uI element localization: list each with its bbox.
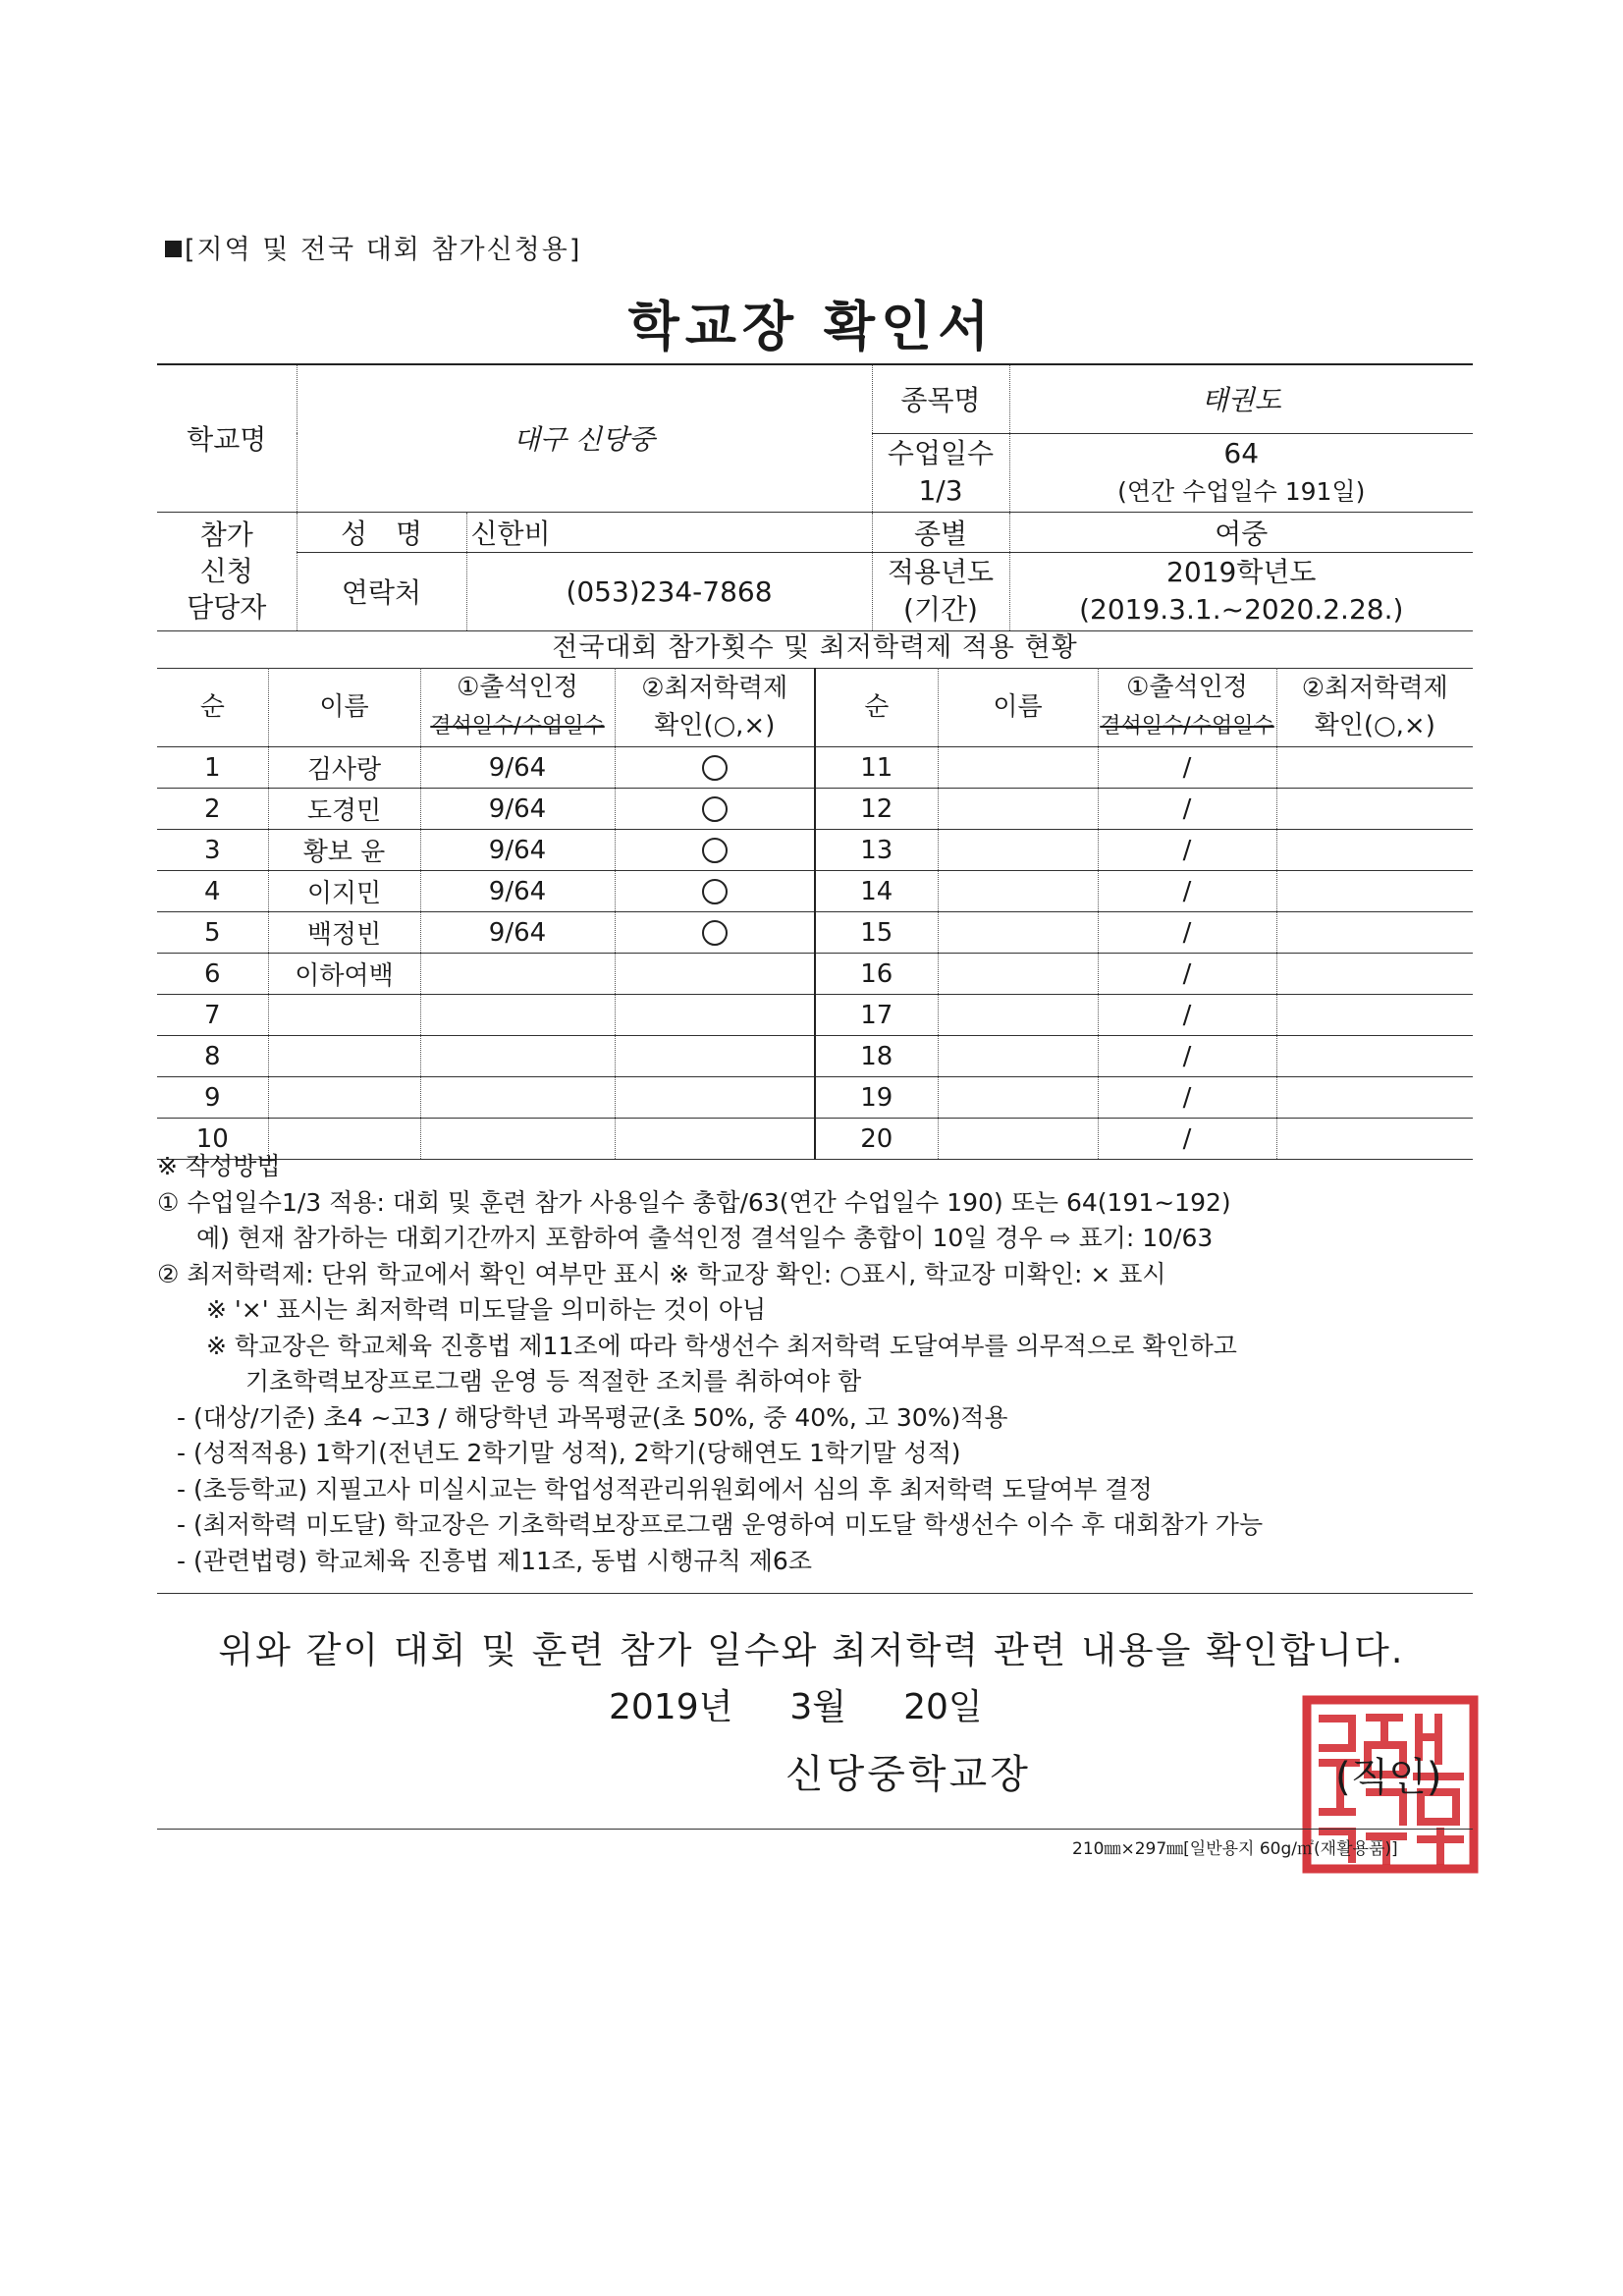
date-day: 20일: [903, 1687, 983, 1727]
row-attendance: 9/64: [420, 830, 615, 871]
row-num: 6: [157, 954, 268, 995]
header-min-score: ②최저학력제 확인(○,×): [1276, 668, 1473, 747]
event-value: 태권도: [1009, 364, 1473, 433]
row-num: 16: [815, 954, 938, 995]
section-title: 전국대회 참가횟수 및 최저학력제 적용 현황: [157, 629, 1473, 669]
table-row: [157, 830, 1473, 871]
circle-mark-icon: [702, 838, 728, 863]
row-name: [938, 871, 1098, 912]
row-name: [268, 1077, 420, 1119]
days-value: 64 (연간 수업일수 191일): [1009, 433, 1473, 512]
date-month: 3월: [789, 1687, 847, 1727]
form-type-tag: [지역 및 전국 대회 참가신청용]: [165, 228, 581, 266]
header-num: 순: [157, 668, 268, 747]
table-row: [157, 954, 1473, 995]
year-label: 적용년도 (기간): [872, 552, 1009, 630]
row-num: 14: [815, 871, 938, 912]
row-num: 12: [815, 789, 938, 830]
school-label: 학교명: [157, 364, 297, 512]
row-min-score: [615, 995, 815, 1036]
row-min-score: [1276, 747, 1473, 789]
row-num: 8: [157, 1036, 268, 1077]
row-name: 백정빈: [268, 912, 420, 954]
row-num: 5: [157, 912, 268, 954]
row-name: [268, 995, 420, 1036]
row-num: 9: [157, 1077, 268, 1119]
table-row: [157, 1077, 1473, 1119]
row-min-score: [615, 747, 815, 789]
name-value: 신한비: [466, 512, 872, 552]
row-attendance: /: [1098, 954, 1276, 995]
writing-instructions: [157, 1149, 1473, 1579]
row-num: 2: [157, 789, 268, 830]
row-min-score: [615, 871, 815, 912]
table-row: [157, 995, 1473, 1036]
school-value: 대구 신당중: [297, 364, 872, 512]
date-year: 2019년: [609, 1687, 733, 1727]
row-min-score: [615, 1036, 815, 1077]
row-min-score: [1276, 830, 1473, 871]
table-row: [157, 871, 1473, 912]
row-attendance: [420, 1077, 615, 1119]
row-name: 이하여백: [268, 954, 420, 995]
table-row: [157, 912, 1473, 954]
row-min-score: [1276, 789, 1473, 830]
header-min-score: ②최저학력제 확인(○,×): [615, 668, 815, 747]
note-item: - (관련법령) 학교체육 진흥법 제11조, 동법 시행규칙 제6조: [177, 1546, 812, 1575]
row-name: [938, 995, 1098, 1036]
row-min-score: [1276, 995, 1473, 1036]
circle-mark-icon: [702, 920, 728, 946]
note-item: ① 수업일수1/3 적용: 대회 및 훈련 참가 사용일수 총합/63(연간 수업일수 190) 또는 64(191~192): [157, 1187, 1231, 1217]
row-attendance: 9/64: [420, 912, 615, 954]
row-attendance: /: [1098, 1036, 1276, 1077]
note-item: - (최저학력 미도달) 학교장은 기초학력보장프로그램 운영하여 미도달 학생선수 이수 후 대회참가 가능: [177, 1510, 1264, 1539]
row-name: [938, 1077, 1098, 1119]
header-name: 이름: [268, 668, 420, 747]
confirmation-statement: 위와 같이 대회 및 훈련 참가 일수와 최저학력 관련 내용을 확인합니다.: [218, 1629, 1405, 1671]
row-min-score: [1276, 1077, 1473, 1119]
manager-label: 참가 신청 담당자: [157, 512, 297, 630]
school-info-table: [157, 363, 1473, 631]
row-num: 15: [815, 912, 938, 954]
row-num: 3: [157, 830, 268, 871]
name-label: 성 명: [297, 512, 466, 552]
row-name: [938, 789, 1098, 830]
note-item: 예) 현재 참가하는 대회기간까지 포함하여 출석인정 결석일수 총합이 10일 경우 ⇨ 표기: 10/63: [196, 1224, 1214, 1252]
notes-heading: ※ 작성방법: [157, 1152, 281, 1180]
row-name: [938, 954, 1098, 995]
gender-value: 여중: [1009, 512, 1473, 552]
circle-mark-icon: [702, 755, 728, 781]
row-name: 이지민: [268, 871, 420, 912]
row-name: [268, 1036, 420, 1077]
row-num: 17: [815, 995, 938, 1036]
contact-label: 연락처: [297, 552, 466, 630]
table-row: [157, 1036, 1473, 1077]
row-name: [938, 1036, 1098, 1077]
row-name: 황보 윤: [268, 830, 420, 871]
row-num: 4: [157, 871, 268, 912]
row-attendance: /: [1098, 912, 1276, 954]
row-num: 1: [157, 747, 268, 789]
paper-spec: 210㎜×297㎜[일반용지 60g/㎡(재활용품)]: [1072, 1839, 1398, 1859]
row-num: 10: [157, 1119, 268, 1160]
header-name: 이름: [938, 668, 1098, 747]
footer-divider: [157, 1829, 1473, 1830]
row-attendance: /: [1098, 789, 1276, 830]
row-attendance: /: [1098, 830, 1276, 871]
row-attendance: /: [1098, 1077, 1276, 1119]
row-attendance: [420, 954, 615, 995]
row-min-score: [1276, 871, 1473, 912]
row-attendance: [420, 1036, 615, 1077]
document-title: 학교장 확인서: [627, 296, 996, 357]
table-row: [157, 747, 1473, 789]
row-min-score: [1276, 1036, 1473, 1077]
row-attendance: /: [1098, 747, 1276, 789]
participants-table: [157, 668, 1473, 1160]
row-min-score: [615, 954, 815, 995]
row-min-score: [1276, 954, 1473, 995]
principal-title: 신당중학교장: [785, 1752, 1031, 1797]
row-attendance: 9/64: [420, 871, 615, 912]
row-name: [938, 912, 1098, 954]
header-attendance: ①출석인정 결석일수/수업일수: [420, 668, 615, 747]
row-num: 20: [815, 1119, 938, 1160]
row-name: 도경민: [268, 789, 420, 830]
row-attendance: 9/64: [420, 789, 615, 830]
row-name: 김사랑: [268, 747, 420, 789]
contact-value: (053)234-7868: [466, 552, 872, 630]
row-name: [938, 747, 1098, 789]
note-item: 기초학력보장프로그램 운영 등 적절한 조치를 취하여야 함: [245, 1367, 862, 1395]
note-item: - (초등학교) 지필고사 미실시교는 학업성적관리위원회에서 심의 후 최저학력 도달여부 결정: [177, 1474, 1153, 1503]
row-min-score: [615, 830, 815, 871]
row-min-score: [615, 1077, 815, 1119]
note-item: - (대상/기준) 초4 ~고3 / 해당학년 과목평균(초 50%, 중 40%, 고 30%)적용: [177, 1402, 1008, 1432]
circle-mark-icon: [702, 796, 728, 822]
row-attendance: /: [1098, 871, 1276, 912]
circle-mark-icon: [702, 879, 728, 904]
row-attendance: [420, 995, 615, 1036]
note-item: ② 최저학력제: 단위 학교에서 확인 여부만 표시 ※ 학교장 확인: ○표시, 학교장 미확인: × 표시: [157, 1259, 1166, 1288]
row-min-score: [615, 789, 815, 830]
event-label: 종목명: [872, 364, 1009, 433]
notes-divider: [157, 1593, 1473, 1594]
issue-date: [609, 1679, 1040, 1729]
note-item: ※ '×' 표시는 최저학력 미도달을 의미하는 것이 아님: [206, 1295, 767, 1324]
square-bullet-icon: [165, 241, 182, 257]
table-row: [157, 789, 1473, 830]
seal-label: (직인): [1335, 1755, 1442, 1800]
gender-label: 종별: [872, 512, 1009, 552]
year-value: 2019학년도 (2019.3.1.~2020.2.28.): [1009, 552, 1473, 630]
note-item: ※ 학교장은 학교체육 진흥법 제11조에 따라 학생선수 최저학력 도달여부를 의무적으로 확인하고: [206, 1331, 1237, 1360]
header-attendance: ①출석인정 결석일수/수업일수: [1098, 668, 1276, 747]
note-item: - (성적적용) 1학기(전년도 2학기말 성적), 2학기(당해연도 1학기말 성적): [177, 1439, 961, 1467]
row-attendance: 9/64: [420, 747, 615, 789]
row-attendance: /: [1098, 1119, 1276, 1160]
row-num: 11: [815, 747, 938, 789]
row-num: 18: [815, 1036, 938, 1077]
row-num: 19: [815, 1077, 938, 1119]
row-attendance: /: [1098, 995, 1276, 1036]
row-name: [938, 830, 1098, 871]
row-num: 13: [815, 830, 938, 871]
header-num: 순: [815, 668, 938, 747]
days-label: 수업일수 1/3: [872, 433, 1009, 512]
row-min-score: [1276, 912, 1473, 954]
row-num: 7: [157, 995, 268, 1036]
row-min-score: [615, 912, 815, 954]
